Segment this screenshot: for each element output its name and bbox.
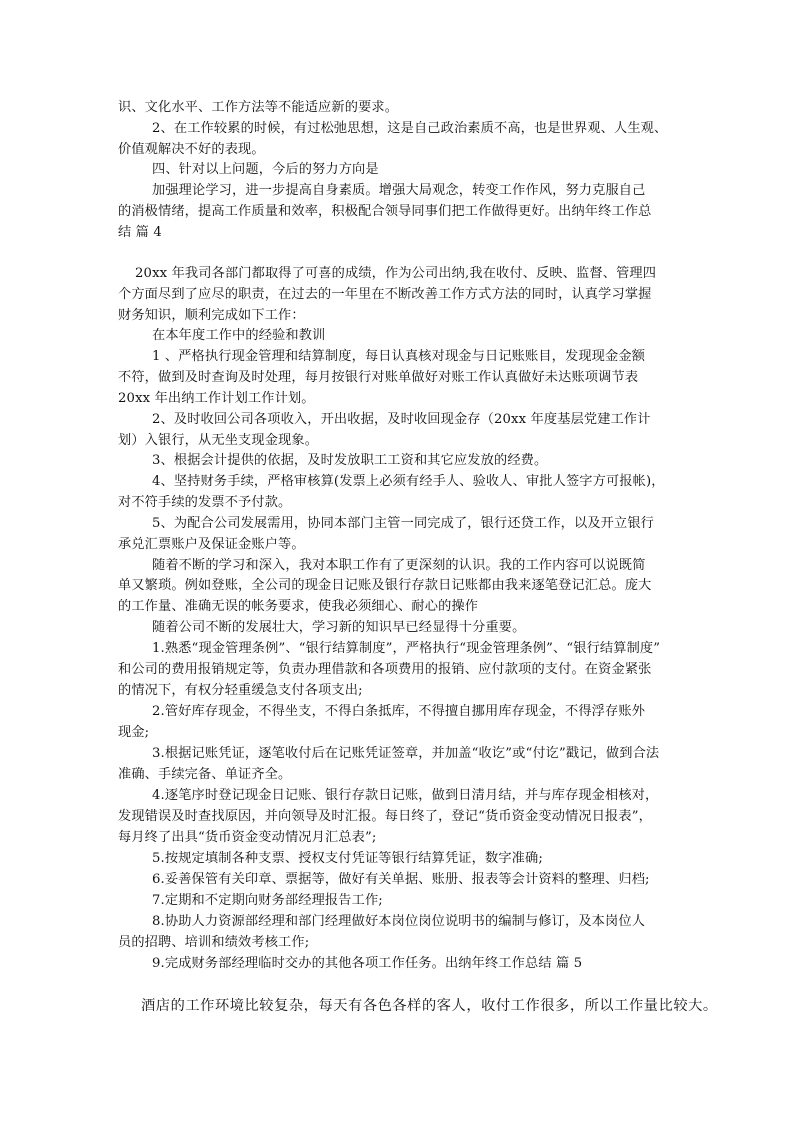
text-line: 发现错误及时查找原因，并向领导及时汇报。每日终了，登记“货币资金变动情况日报表”， [118, 809, 652, 824]
text-line: 员的招聘、培训和绩效考核工作; [118, 935, 310, 950]
text-line: 和公司的费用报销规定等，负责办理借款和各项费用的报销、应付款项的支付。在资金紧张 [118, 662, 652, 677]
text-line: 价值观解决不好的表现。 [118, 142, 265, 157]
text-line: 7.定期和不定期向财务部经理报告工作; [152, 893, 383, 908]
text-line: 随着不断的学习和深入，我对本职工作有了更深刻的认识。我的工作内容可以说既简 [152, 558, 646, 573]
text-line: 9.完成财务部经理临时交办的其他各项工作任务。出纳年终工作总结 篇 5 [152, 956, 583, 971]
text-line: 3.根据记账凭证，逐笔收付后在记账凭证签章，并加盖“收讫”或“付讫”戳记，做到合法 [152, 746, 660, 761]
text-line: 8.协助人力资源部经理和部门经理做好本岗位岗位说明书的编制与修订，及本岗位人 [152, 914, 646, 929]
text-line: 的工作量、准确无误的帐务要求，使我必须细心、耐心的操作 [118, 599, 479, 614]
text-line: 20xx 年我司各部门都取得了可喜的成绩，作为公司出纳,我在收付、反映、监督、管理四 [135, 266, 657, 281]
text-line: 6.妥善保管有关印章、票据等，做好有关单据、账册、报表等会计资料的整理、归档; [152, 872, 650, 887]
text-line: 对不符手续的发票不予付款。 [118, 495, 292, 510]
text-line: 在本年度工作中的经验和教训 [152, 328, 326, 343]
text-line: 3、根据会计提供的依据，及时发放职工工资和其它应发放的经费。 [152, 453, 548, 468]
text-line: 的消极情绪，提高工作质量和效率，积极配合领导同事们把工作做得更好。出纳年终工作总 [118, 204, 652, 219]
text-line: 四、针对以上问题，今后的努力方向是 [152, 162, 379, 177]
text-line: 1.熟悉“现金管理条例”、“银行结算制度”，严格执行“现金管理条例”、“银行结算制度” [152, 641, 661, 656]
text-line: 承兑汇票账户及保证金账户等。 [118, 537, 305, 552]
text-line: 准确、手续完备、单证齐全。 [118, 767, 292, 782]
text-line: 5.按规定填制各种支票、授权支付凭证等银行结算凭证，数字准确; [152, 851, 543, 866]
section-heading: 结 篇 4 [118, 225, 162, 240]
text-line: 每月终了出具“货币资金变动情况月汇总表”; [118, 830, 377, 845]
text-line: 5、为配合公司发展需用，协同本部门主管一同完成了，银行还贷工作，以及开立银行 [152, 516, 655, 531]
text-line: 4、坚持财务手续，严格审核算(发票上必须有经手人、验收人、审批人签字方可报帐)， [152, 474, 665, 489]
text-line: 现金; [118, 725, 150, 740]
text-line: 单又繁琐。例如登账，全公司的现金日记账及银行存款日记账都由我来逐笔登记汇总。庞大 [118, 578, 652, 593]
text-line: 2.管好库存现金，不得坐支，不得白条抵库，不得擅自挪用库存现金，不得浮存账外 [152, 704, 646, 719]
text-line: 识、文化水平、工作方法等不能适应新的要求。 [118, 100, 399, 115]
text-line: 不符，做到及时查询及时处理，每月按银行对账单做好对账工作认真做好未达账项调节表 [118, 370, 639, 385]
text-line: 的情况下，有权分轻重缓急支付各项支出; [118, 683, 363, 698]
text-line: 酒店的工作环境比较复杂，每天有各色各样的客人，收付工作很多，所以工作量比较大。 [141, 998, 718, 1014]
text-line: 划）入银行，从无坐支现金现象。 [118, 433, 319, 448]
text-line: 加强理论学习，进一步提高自身素质。增强大局观念，转变工作作风，努力克服自己 [152, 183, 646, 198]
text-line: 随着公司不断的发展壮大，学习新的知识早已经显得十分重要。 [152, 620, 526, 635]
text-line: 20xx 年出纳工作计划工作计划。 [118, 391, 315, 406]
text-line: 个方面尽到了应尽的职责，在过去的一年里在不断改善工作方式方法的同时，认真学习掌握 [118, 287, 652, 302]
text-line: 财务知识，顺利完成如下工作： [118, 308, 305, 323]
text-line: 2、在工作较累的时候，有过松弛思想，这是自己政治素质不高，也是世界观、人生观、 [152, 121, 668, 136]
text-line: 2、及时收回公司各项收入，开出收据，及时收回现金存（20xx 年度基层党建工作计 [152, 412, 651, 427]
text-line: 1 、严格执行现金管理和结算制度，每日认真核对现金与日记账账目，发现现金金额 [152, 349, 646, 364]
text-line: 4.逐笔序时登记现金日记账、银行存款日记账，做到日清月结，并与库存现金相核对， [152, 788, 659, 803]
